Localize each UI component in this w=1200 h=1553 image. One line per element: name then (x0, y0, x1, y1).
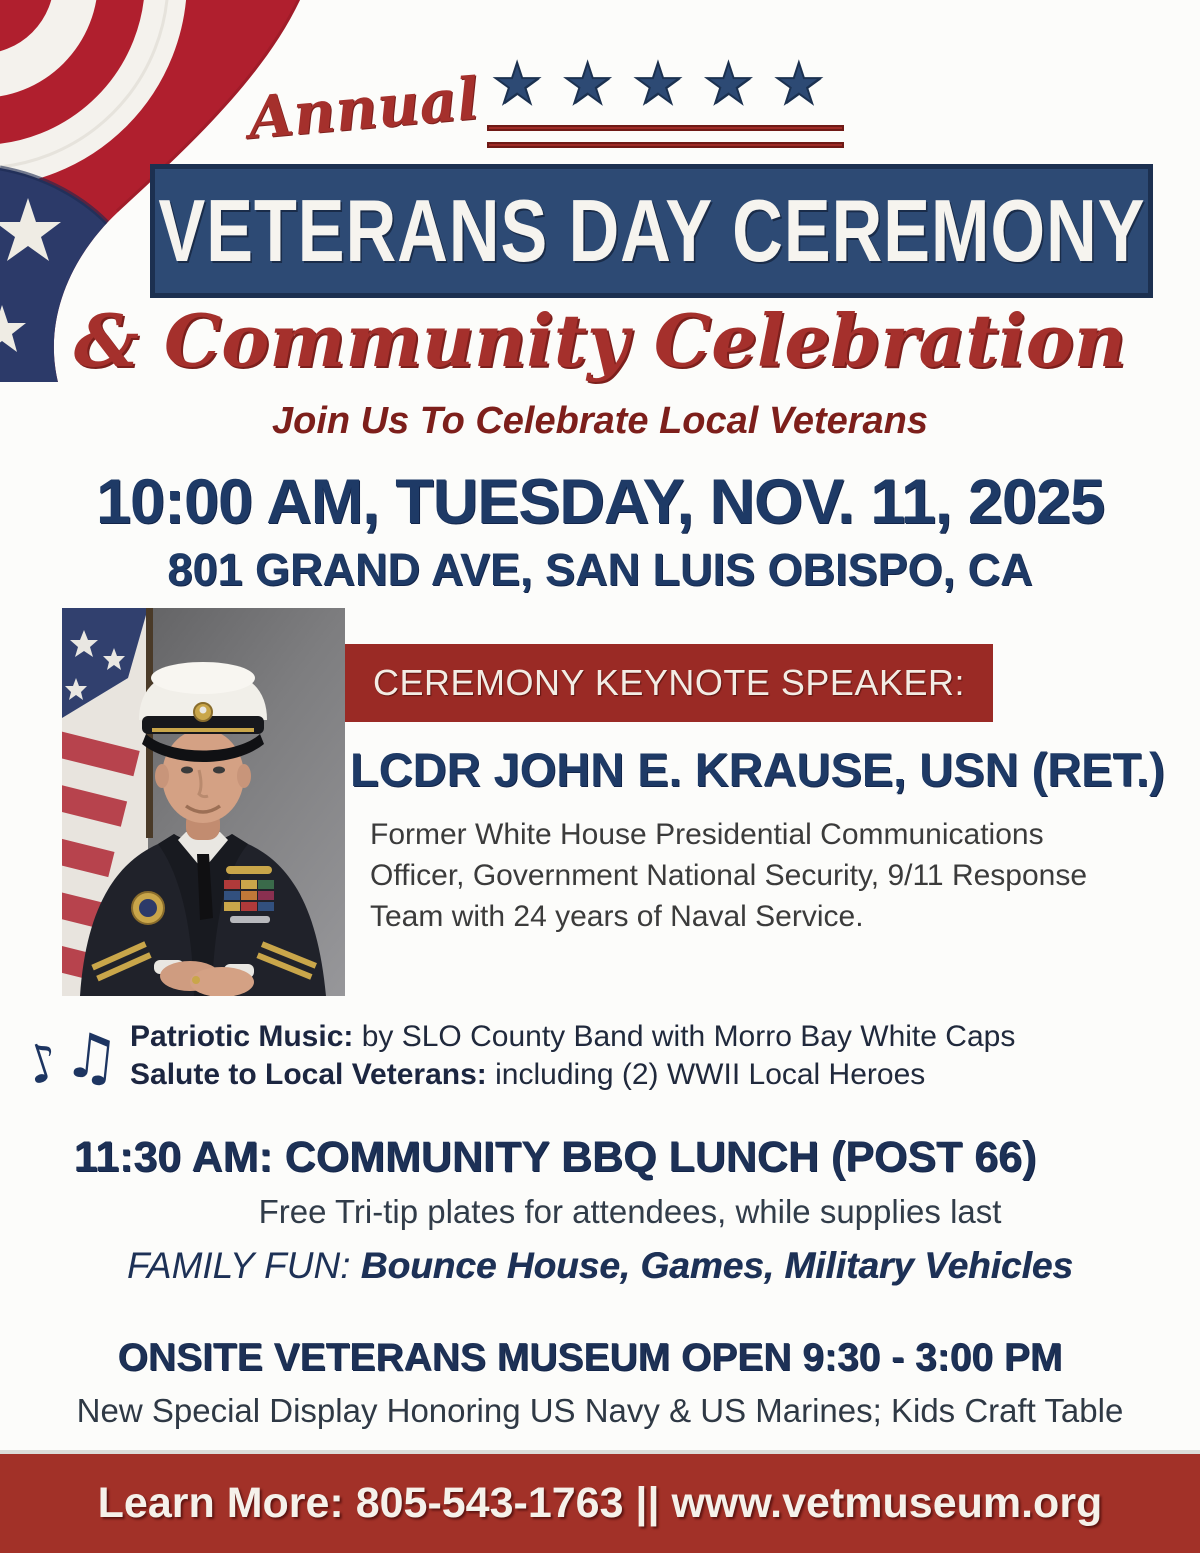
museum-detail: New Special Display Honoring US Navy & US Marines; Kids Craft Table (76, 1392, 1124, 1429)
museum-heading: ONSITE VETERANS MUSEUM OPEN 9:30 - 3:00 PM (117, 1336, 1063, 1379)
music-line-1-text: by SLO County Band with Morro Bay White Caps (353, 1020, 1016, 1053)
speaker-bio: Former White House Presidential Communications Officer, Government National Security, 9/11 Response Team with 24 years of Naval Service. (370, 818, 1088, 933)
star-icon: ★ (703, 52, 754, 115)
red-divider-line (487, 142, 844, 148)
star-icon: ★ (562, 52, 613, 115)
title-banner (150, 164, 1153, 298)
family-fun-text: Bounce House, Games, Military Vehicles (350, 1245, 1073, 1286)
single-note-icon: ♪ (17, 1030, 68, 1098)
keynote-speaker-photo (62, 608, 345, 996)
music-lines (130, 1018, 1182, 1094)
music-line-1-label: Patriotic Music: (130, 1020, 354, 1053)
double-note-icon: ♫ (60, 1017, 124, 1096)
music-section (17, 1017, 1182, 1098)
event-address: 801 GRAND AVE, SAN LUIS OBISPO, CA (167, 544, 1033, 595)
annual-label: Annual (245, 64, 482, 153)
music-line-2 (130, 1056, 1182, 1094)
speaker-banner-label: CEREMONY KEYNOTE SPEAKER: (373, 662, 965, 703)
event-tagline: Join Us To Celebrate Local Veterans (271, 400, 929, 442)
star-icon: ★ (632, 52, 684, 115)
star-icon: ★ (492, 52, 543, 115)
footer-contact-text: Learn More: 805-543-1763 || www.vetmuseum.org (97, 1479, 1103, 1527)
speaker-banner (345, 644, 993, 722)
stars-row (492, 52, 824, 115)
family-fun-line (0, 1245, 1200, 1287)
bbq-lunch-heading: 11:30 AM: COMMUNITY BBQ LUNCH (POST 66) (73, 1133, 1037, 1181)
family-fun-label: FAMILY FUN: (127, 1245, 351, 1286)
music-notes-icon (17, 1017, 127, 1120)
red-divider-line (487, 125, 844, 131)
event-title: VETERANS DAY CEREMONY (158, 181, 1145, 280)
music-line-2-text: including (2) WWII Local Heroes (486, 1058, 926, 1091)
footer-bar (0, 1450, 1200, 1553)
event-datetime: 10:00 AM, TUESDAY, NOV. 11, 2025 (95, 467, 1105, 537)
star-icon: ★ (773, 52, 824, 115)
music-line-2-label: Salute to Local Veterans: (130, 1058, 487, 1091)
event-subtitle: & Community Celebration (73, 298, 1127, 383)
speaker-name: LCDR JOHN E. KRAUSE, USN (RET.) (350, 743, 1165, 796)
bbq-lunch-detail: Free Tri-tip plates for attendees, while supplies last (258, 1193, 1002, 1230)
music-line-1 (130, 1018, 1182, 1056)
